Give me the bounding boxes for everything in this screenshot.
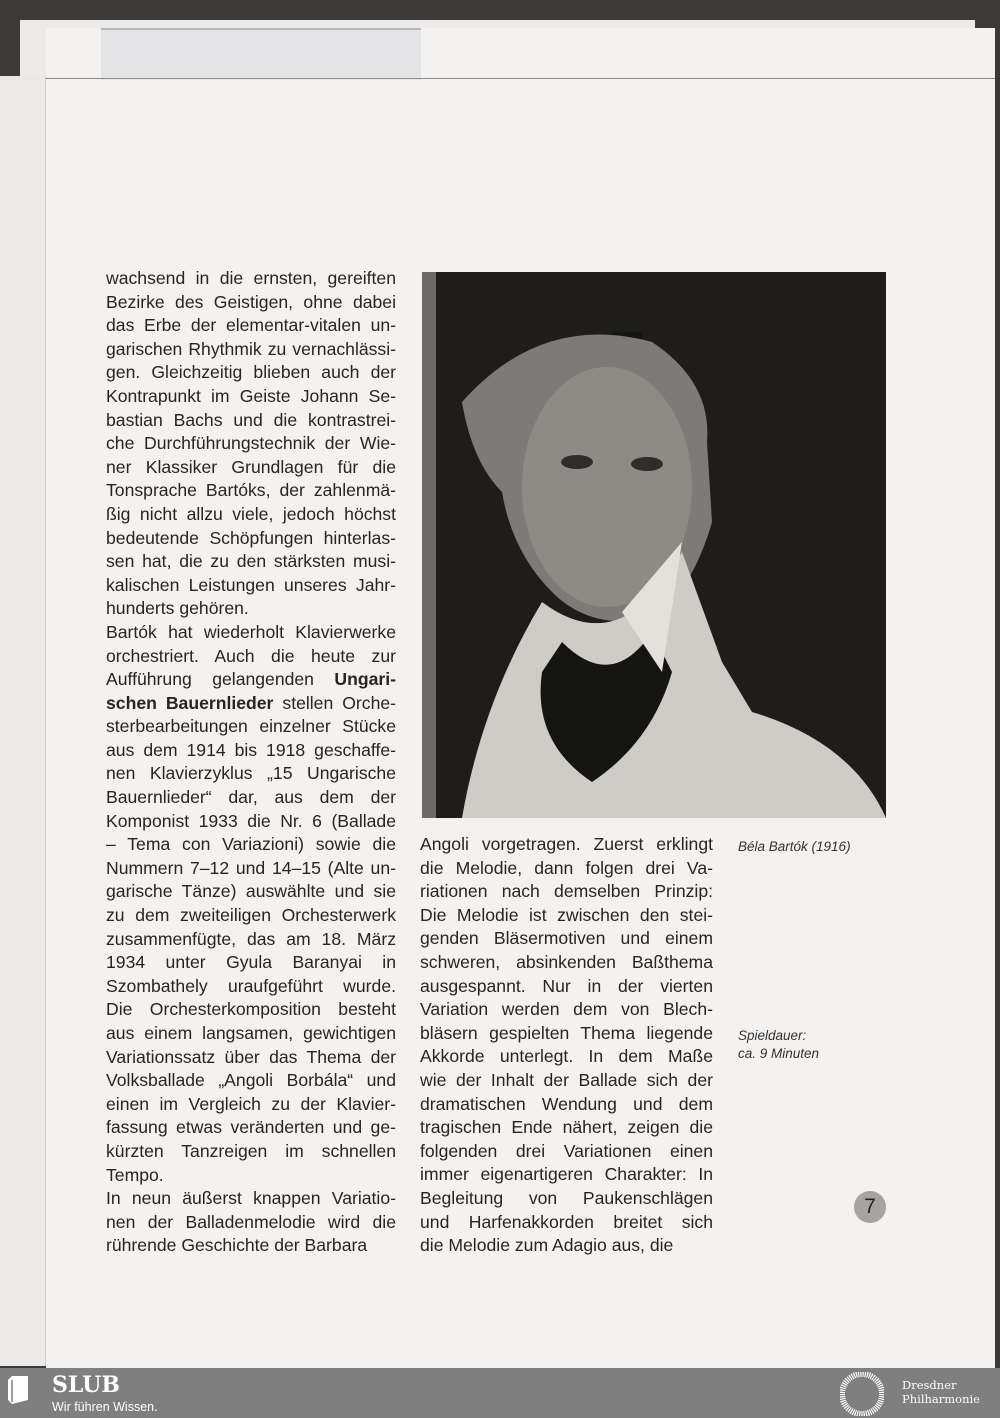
text-line-content [106, 574, 396, 598]
text-line-content [420, 1140, 713, 1164]
text-segment: Tempo. [106, 1164, 164, 1185]
left-text-column [106, 267, 396, 1258]
text-line-content [420, 1211, 713, 1235]
text-line-content [106, 928, 396, 952]
text-segment: bastian Bachs und die kontrastrei- [106, 409, 396, 430]
text-line-content [106, 668, 396, 692]
text-segment: dramatischen Wendung und dem [420, 1093, 713, 1114]
text-line [106, 1234, 396, 1258]
text-line [420, 1045, 713, 1069]
text-line [420, 975, 713, 999]
text-line-content [420, 1187, 713, 1211]
text-segment: Bauernlieder“ dar, aus dem der [106, 787, 396, 808]
footer-bar [0, 1368, 1000, 1418]
text-segment: nen Klavierzyklus „15 Ungarische [106, 763, 396, 784]
text-segment: Variationssatz über das Thema der [106, 1046, 396, 1067]
text-line [420, 927, 713, 951]
text-line [106, 1140, 396, 1164]
text-line-content [106, 951, 396, 975]
text-segment: – Tema con Variazioni) sowie die [106, 834, 396, 855]
text-line [106, 975, 396, 999]
text-segment: Komponist 1933 die Nr. 6 (Ballade [106, 810, 396, 831]
text-line-content [106, 527, 396, 551]
text-segment: Begleitung von Paukenschlägen [420, 1187, 713, 1208]
bold-title: schen Bauernlieder [106, 692, 274, 713]
text-segment: ner Klassiker Grundlagen für die [106, 456, 396, 477]
text-line-content [106, 1211, 396, 1235]
text-line-content [106, 1022, 396, 1046]
text-line [106, 267, 396, 291]
text-line [106, 1211, 396, 1235]
text-line [420, 1093, 713, 1117]
text-line-content [420, 927, 713, 951]
text-line [106, 479, 396, 503]
page-number: 7 [854, 1191, 886, 1223]
partner-name-line1: Dresdner [902, 1378, 957, 1392]
text-line [106, 314, 396, 338]
text-line [106, 361, 396, 385]
text-segment: einen im Vergleich zu der Klavier- [106, 1093, 396, 1114]
text-segment: Volksballade „Angoli Borbála“ und [106, 1070, 396, 1091]
text-line [106, 385, 396, 409]
text-line-content [106, 550, 396, 574]
text-segment: gen. Gleichzeitig blieben auch der [106, 362, 396, 383]
text-line-content [106, 880, 396, 904]
text-line-content [106, 739, 396, 763]
text-line [106, 951, 396, 975]
text-segment: kürzten Tanzreigen im schnellen [106, 1140, 396, 1161]
text-segment: Die Orchesterkomposition besteht [106, 999, 396, 1020]
text-line-content [106, 1140, 396, 1164]
text-segment: sterbearbeitungen einzelner Stücke [106, 716, 396, 737]
text-line [106, 1093, 396, 1117]
text-line-content [106, 503, 396, 527]
text-segment: zusammenfügte, das am 18. März [106, 928, 396, 949]
text-line-content [420, 857, 713, 881]
text-segment: Angoli vorgetragen. Zuerst erklingt [420, 834, 713, 854]
partner-name[interactable] [902, 1378, 980, 1406]
duration-label: Spieldauer: [738, 1028, 807, 1043]
text-line-content [106, 1093, 396, 1117]
text-line [106, 291, 396, 315]
text-line-content [106, 621, 396, 645]
text-segment: schweren, absinkenden Baßthema [420, 951, 713, 972]
text-segment: Bezirke des Geistigen, ohne dabei [106, 291, 396, 312]
text-line-content [106, 975, 396, 999]
text-line [106, 786, 396, 810]
text-segment: rührende Geschichte der Barbara [106, 1235, 368, 1256]
text-line-content [106, 479, 396, 503]
bold-title: Ungari- [334, 669, 396, 690]
text-line [106, 928, 396, 952]
text-segment: fassung etwas veränderten und ge- [106, 1117, 396, 1138]
text-segment: che Durchführungstechnik der Wie- [106, 433, 396, 454]
text-line [106, 503, 396, 527]
text-line-content [420, 1093, 713, 1117]
header-strip [101, 28, 421, 80]
text-segment: Kontrapunkt im Geiste Johann Se- [106, 385, 396, 406]
text-segment: aus dem 1914 bis 1918 geschaffe- [106, 739, 396, 760]
text-line-content [420, 951, 713, 975]
text-segment: das Erbe der elementar-vitalen un- [106, 315, 396, 336]
text-line-content [106, 597, 396, 621]
text-line-content [106, 998, 396, 1022]
duration-value: ca. 9 Minuten [738, 1046, 820, 1061]
text-line-content [420, 1022, 713, 1046]
text-segment: Tonsprache Bartóks, der zahlenmä- [106, 480, 396, 501]
text-line [420, 1022, 713, 1046]
text-line [106, 998, 396, 1022]
text-line-content [420, 904, 713, 928]
text-line [106, 762, 396, 786]
text-line-content [106, 715, 396, 739]
text-line [106, 715, 396, 739]
text-line-content [420, 998, 713, 1022]
header-rule [46, 78, 995, 79]
slub-book-icon [8, 1376, 28, 1404]
text-segment: Akkorde unterlegt. In dem Maße [420, 1046, 713, 1067]
text-line [420, 833, 713, 857]
text-line-content [106, 1046, 396, 1070]
text-line-content [106, 645, 396, 669]
text-segment: garische Tänze) auswählte und sie [106, 881, 396, 902]
text-line [106, 1046, 396, 1070]
text-segment: In neun äußerst knappen Variatio- [106, 1188, 396, 1209]
right-text-column [420, 833, 713, 1258]
text-segment: hunderts gehören. [106, 598, 249, 619]
text-segment: bedeutende Schöpfungen hinterlas- [106, 527, 396, 548]
text-line [106, 409, 396, 433]
text-line-content [106, 267, 396, 291]
text-line [106, 1187, 396, 1211]
text-segment: Szombathely uraufgeführt wurde. [106, 975, 396, 996]
text-line [106, 645, 396, 669]
text-line-content [106, 1116, 396, 1140]
text-line-content [106, 833, 396, 857]
text-segment: riationen nach demselben Prinzip: [420, 881, 713, 902]
text-line-content [106, 1187, 396, 1211]
text-line-content [106, 786, 396, 810]
text-line-content [106, 762, 396, 786]
text-line [106, 1069, 396, 1093]
text-line [106, 621, 396, 645]
text-segment: die Melodie zum Adagio aus, die [420, 1235, 674, 1256]
text-line [106, 1116, 396, 1140]
text-segment: wie der Inhalt der Ballade sich der [420, 1069, 713, 1090]
text-line-content [420, 975, 713, 999]
text-line [106, 1164, 396, 1188]
text-segment: orchestriert. Auch die heute zur [106, 645, 396, 666]
text-line-content [106, 692, 396, 716]
text-segment: garischen Rhythmik zu vernachlässi- [106, 338, 396, 359]
text-line-content [106, 291, 396, 315]
text-line [106, 338, 396, 362]
text-line [106, 1022, 396, 1046]
text-segment: Aufführung gelangenden [106, 669, 335, 690]
text-segment: und Harfenakkorden breitet sich [420, 1211, 713, 1232]
text-line [420, 880, 713, 904]
text-line-content [420, 1163, 713, 1187]
text-line-content [420, 880, 713, 904]
text-line-content [420, 833, 713, 857]
text-line [106, 668, 396, 692]
text-line [106, 739, 396, 763]
text-segment: bläsern gespielten Thema liegende [420, 1022, 713, 1043]
text-line [106, 574, 396, 598]
text-line-content [420, 1116, 713, 1140]
text-line-content [420, 1234, 713, 1258]
text-line-content [420, 1069, 713, 1093]
text-line [420, 998, 713, 1022]
slub-logo-text[interactable]: SLUB [52, 1372, 120, 1398]
portrait-photo [422, 272, 886, 818]
slub-tagline: Wir führen Wissen. [52, 1400, 158, 1414]
text-line-content [106, 904, 396, 928]
text-segment: wachsend in die ernsten, gereiften [106, 268, 396, 288]
text-segment: sen hat, die zu den stärksten musi- [106, 551, 396, 572]
text-line-content [106, 857, 396, 881]
text-segment: aus einem langsamen, gewichtigen [106, 1023, 396, 1043]
text-line-content [106, 456, 396, 480]
text-segment: genden Bläsermotiven und einem [420, 928, 713, 949]
text-line-content [106, 338, 396, 362]
text-line [106, 550, 396, 574]
text-line [420, 857, 713, 881]
facing-page-edge [0, 76, 46, 1366]
text-line [106, 432, 396, 456]
text-line [420, 1140, 713, 1164]
text-segment: die Melodie, dann folgen drei Va- [420, 857, 713, 878]
text-segment: tragischen Ende nähert, zeigen die [420, 1117, 713, 1138]
text-line [420, 1234, 713, 1258]
text-line [420, 1211, 713, 1235]
text-segment: Nummern 7–12 und 14–15 (Alte un- [106, 857, 396, 878]
text-line-content [106, 314, 396, 338]
text-segment: 1934 unter Gyula Baranyai in [106, 952, 396, 973]
text-segment: Bartók hat wiederholt Klavierwerke [106, 621, 396, 642]
text-line-content [106, 1234, 396, 1258]
text-line [420, 1069, 713, 1093]
text-line [106, 527, 396, 551]
text-line [420, 1116, 713, 1140]
text-line-content [106, 409, 396, 433]
text-line-content [106, 1069, 396, 1093]
text-line [106, 880, 396, 904]
text-segment: kalischen Leistungen unseres Jahr- [106, 574, 396, 595]
text-line-content [106, 432, 396, 456]
text-line [106, 904, 396, 928]
partner-name-line2: Philharmonie [902, 1392, 980, 1406]
text-line-content [106, 361, 396, 385]
text-line [106, 810, 396, 834]
text-line [420, 904, 713, 928]
text-line [106, 692, 396, 716]
text-segment: Die Melodie ist zwischen den stei- [420, 904, 713, 925]
text-line-content [420, 1045, 713, 1069]
text-line [106, 833, 396, 857]
text-segment: Variation werden dem von Blech- [420, 999, 713, 1020]
text-segment: zu dem zweiteiligen Orchesterwerk [106, 905, 396, 926]
text-line [106, 857, 396, 881]
text-segment: immer eigenartigeren Charakter: In [420, 1164, 713, 1185]
text-segment: folgenden drei Variationen einen [420, 1140, 713, 1161]
text-line [106, 456, 396, 480]
text-line-content [106, 1164, 396, 1188]
text-line [420, 1187, 713, 1211]
text-segment: nen der Balladenmelodie wird die [106, 1211, 396, 1232]
text-line-content [106, 385, 396, 409]
text-segment: ausgespannt. Nur in der vierten [420, 975, 713, 996]
photo-caption: Béla Bartók (1916) [738, 839, 851, 854]
text-line-content [106, 810, 396, 834]
text-segment: ßig nicht allzu viele, jedoch höchst [106, 503, 396, 524]
text-line [106, 597, 396, 621]
text-line [420, 951, 713, 975]
text-line [420, 1163, 713, 1187]
text-segment: stellen Orche- [273, 692, 397, 713]
philharmonie-sun-icon [840, 1372, 884, 1416]
